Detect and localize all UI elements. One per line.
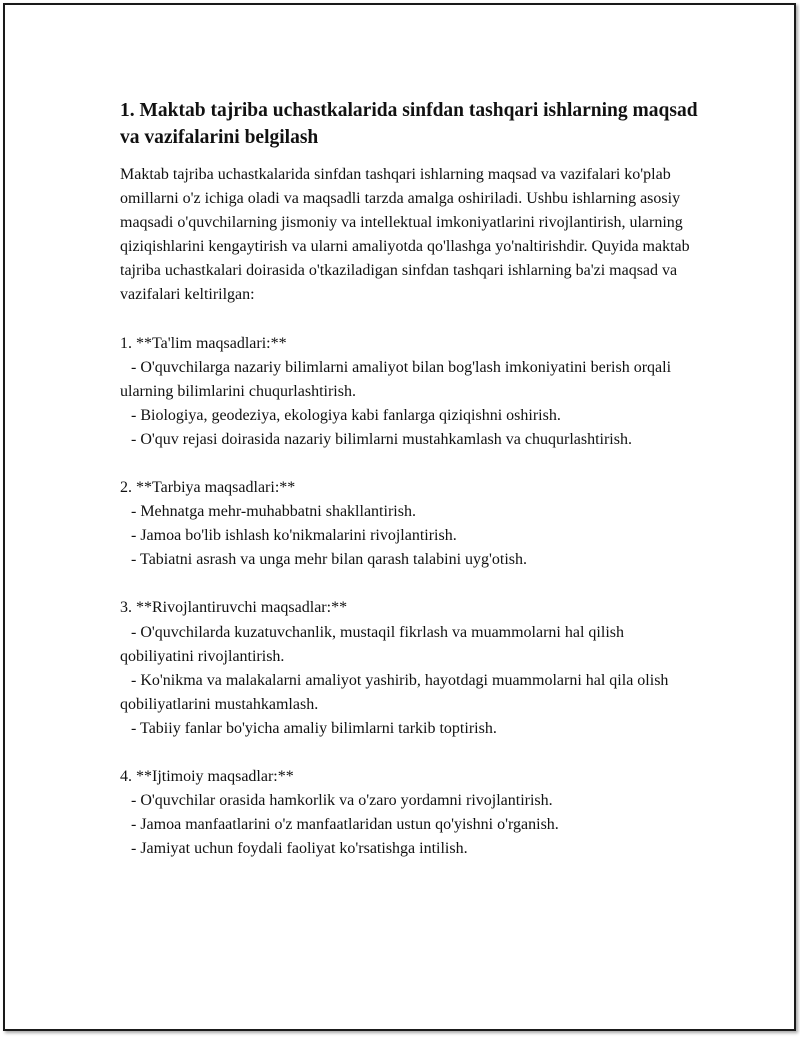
list-item (120, 548, 700, 572)
list-item-text: - O'quvchilarda kuzatuvchanlik, mustaqil fikrlash va muammolarni hal qilish qobiliyatini rivojlantirish. (120, 623, 624, 665)
list-item (120, 669, 700, 717)
section-rivojlantiruvchi (120, 596, 700, 741)
section-talim (120, 332, 700, 452)
list-item-text: - Jamoa bo'lib ishlash ko'nikmalarini rivojlantirish. (131, 527, 457, 545)
list-item (120, 717, 700, 741)
document-body (120, 97, 700, 861)
list-item-text: - Biologiya, geodeziya, ekologiya kabi fanlarga qiziqishni oshirish. (131, 406, 561, 424)
section-heading: 4. **Ijtimoiy maqsadlar:** (120, 767, 294, 785)
list-item (120, 356, 700, 404)
list-item (120, 837, 700, 861)
list-item (120, 524, 700, 548)
list-item (120, 813, 700, 837)
list-item (120, 789, 700, 813)
list-item-text: - O'quvchilarga nazariy bilimlarni amaliyot bilan bog'lash imkoniyatini berish orqali ularning bilimlarini chuqurlashtirish. (120, 358, 672, 400)
section-heading: 2. **Tarbiya maqsadlari:** (120, 479, 296, 497)
list-item-text: - Mehnatga mehr-muhabbatni shakllantirish. (131, 503, 416, 521)
section-heading: 3. **Rivojlantiruvchi maqsadlar:** (120, 599, 348, 617)
section-tarbiya (120, 476, 700, 572)
intro-paragraph: Maktab tajriba uchastkalarida sinfdan tashqari ishlarning maqsad va vazifalari ko'plab omillarni o'z ichiga oladi va maqsadli tarzda amalga oshiriladi. Ushbu ishlarning asosiy maqsadi o'quvchilarning jismoniy va intellektual imkoniyatlarini rivojlantirish, ularning qiziqishlarini kengaytirish va ularni amaliyotda qo'llashga yo'naltirishdir. Quyida maktab tajriba uchastkalari doirasida o'tkaziladigan sinfdan tashqari ishlarning ba'zi maqsad va vazifalari keltirilgan: (120, 166, 690, 304)
list-item-text: - O'quvchilar orasida hamkorlik va o'zaro yordamni rivojlantirish. (131, 792, 553, 810)
list-item (120, 500, 700, 524)
list-item-text: - Jamiyat uchun foydali faoliyat ko'rsatishga intilish. (131, 840, 468, 858)
list-item-text: - Ko'nikma va malakalarni amaliyot yashirib, hayotdagi muammolarni hal qila olish qobiliyatlarini mustahkamlash. (120, 671, 669, 713)
section-heading: 1. **Ta'lim maqsadlari:** (120, 334, 287, 352)
document-page (3, 3, 796, 1031)
section-ijtimoiy (120, 765, 700, 861)
list-item-text: - O'quv rejasi doirasida nazariy bilimlarni mustahkamlash va chuqurlashtirish. (131, 430, 632, 448)
list-item-text: - Tabiiy fanlar bo'yicha amaliy bilimlarni tarkib toptirish. (131, 719, 497, 737)
list-item (120, 621, 700, 669)
list-item (120, 404, 700, 428)
list-item (120, 428, 700, 452)
document-title: 1. Maktab tajriba uchastkalarida sinfdan tashqari ishlarning maqsad va vazifalarini belgilash (120, 100, 698, 148)
list-item-text: - Tabiatni asrash va unga mehr bilan qarash talabini uyg'otish. (131, 551, 528, 569)
list-item-text: - Jamoa manfaatlarini o'z manfaatlaridan ustun qo'yishni o'rganish. (131, 816, 559, 834)
